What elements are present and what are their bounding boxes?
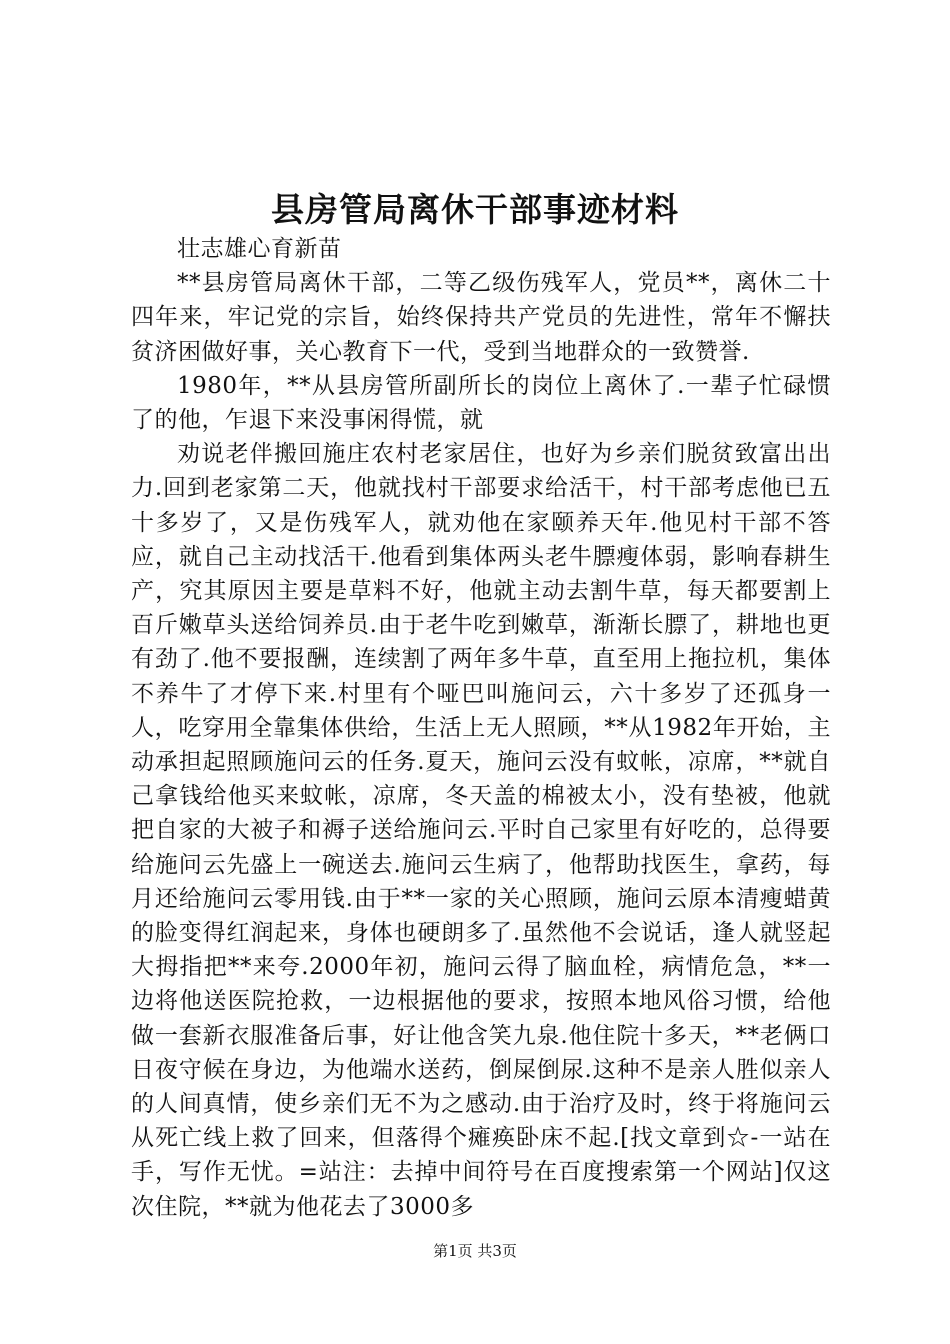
body-paragraph: 劝说老伴搬回施庄农村老家居住，也好为乡亲们脱贫致富出出力.回到老家第二天，他就找村干部要求给活干，村干部考虑他已五十多岁了，又是伤残军人，就劝他在家颐养天年.他见村干部不答应，就自己主动找活干.他看到集体两头老牛膘瘦体弱，影响春耕生产，究其原因主要是草料不好，他就主动去割牛草，每天都要割上百斤嫩草头送给饲养员.由于老牛吃到嫩草，渐渐长膘了，耕地也更有劲了.他不要报酬，连续割了两年多牛草，直至用上拖拉机，集体不养牛了才停下来.村里有个哑巴叫施问云，六十多岁了还孤身一人，吃穿用全靠集体供给，生活上无人照顾，**从1982年开始，主动承担起照顾施问云的任务.夏天，施问云没有蚊帐，凉席，**就自己拿钱给他买来蚊帐，凉席，冬天盖的棉被太小，没有垫被，他就把自家的大被子和褥子送给施问云.平时自己家里有好吃的，总得要给施问云先盛上一碗送去.施问云生病了，他帮助找医生，拿药，每月还给施问云零用钱.由于**一家的关心照顾，施问云原本清瘦蜡黄的脸变得红润起来，身体也硬朗多了.虽然他不会说话，逢人就竖起大拇指把**来夸.2000年初，施问云得了脑血栓，病情危急，**一边将他送医院抢救，一边根据他的要求，按照本地风俗习惯，给他做一套新衣服准备后事，好让他含笑九泉.他住院十多天，**老俩口日夜守候在身边，为他端水送药，倒屎倒尿.这种不是亲人胜似亲人的人间真情，使乡亲们无不为之感动.由于治疗及时，终于将施问云从死亡线上救了回来，但落得个瘫痪卧床不起.[找文章到☆-一站在手，写作无忧。=站注：去掉中间符号在百度搜索第一个网站]仅这次住院，**就为他花去了3000多 bbox=[131, 441, 831, 1220]
document-title: 县房管局离休干部事迹材料 bbox=[271, 190, 679, 229]
subtitle-paragraph: 壮志雄心育新苗 bbox=[177, 236, 342, 262]
body-paragraph: 1980年，**从县房管所副所长的岗位上离休了.一辈子忙碌惯了的他，乍退下来没事闲得慌，就 bbox=[131, 372, 831, 434]
document-body bbox=[131, 232, 831, 1224]
page-number-footer: 第1页 共3页 bbox=[433, 1242, 517, 1260]
body-paragraph: **县房管局离休干部，二等乙级伤残军人，党员**，离休二十四年来，牢记党的宗旨，始终保持共产党员的先进性，常年不懈扶贫济困做好事，关心教育下一代，受到当地群众的一致赞誉. bbox=[131, 270, 831, 365]
